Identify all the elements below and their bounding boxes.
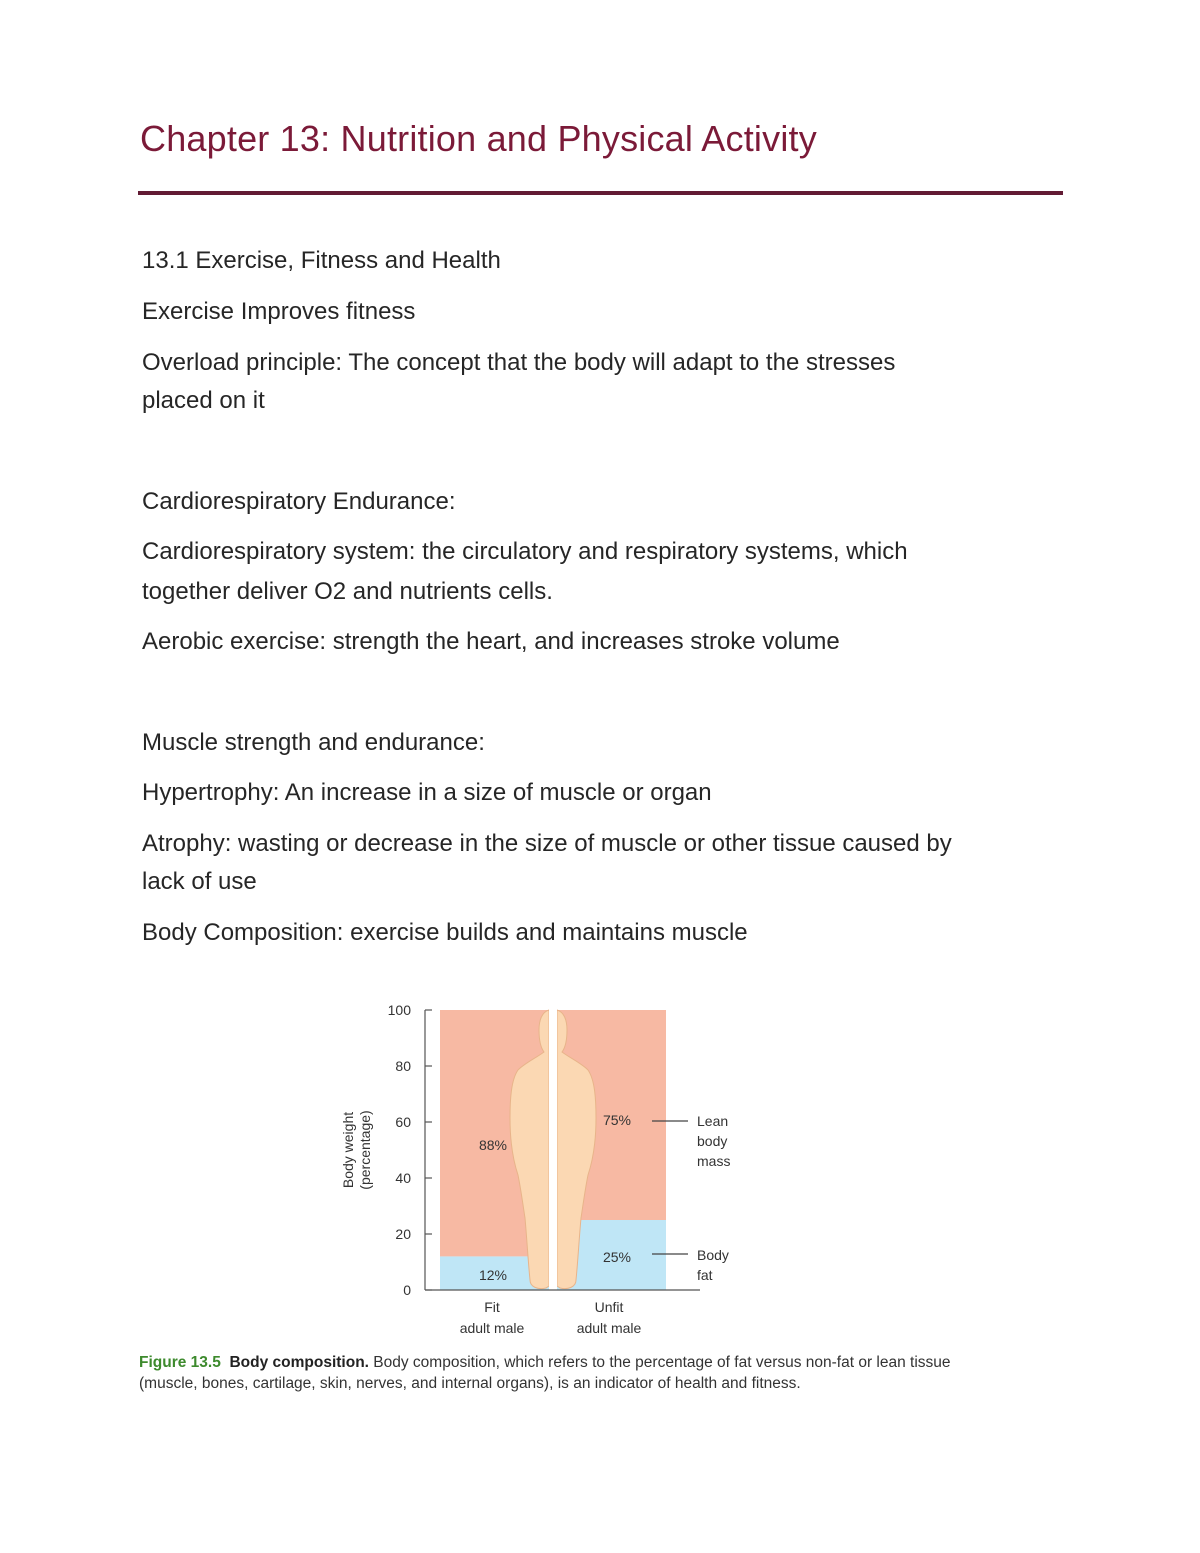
y-tick-label: 0 xyxy=(403,1282,411,1298)
y-tick-label: 20 xyxy=(395,1226,411,1242)
section-heading: 13.1 Exercise, Fitness and Health xyxy=(142,247,501,274)
body-text-line: Atrophy: wasting or decrease in the size of muscle or other tissue caused by xyxy=(142,830,952,857)
bar-value-label: 88% xyxy=(478,1137,508,1153)
figure-caption-text: Body composition, which refers to the percentage of fat versus non-fat or lean tissue (muscle, bones, cartilage, skin, nerves, and internal organs), is an indicator of health and fitness. xyxy=(139,1354,951,1392)
x-category-label: Fit xyxy=(484,1299,500,1315)
body-text-line: Cardiorespiratory Endurance: xyxy=(142,488,456,515)
silhouette-gap xyxy=(549,1005,557,1295)
body-text-line: Hypertrophy: An increase in a size of muscle or organ xyxy=(142,779,712,806)
body-fat-legend-label: fat xyxy=(697,1267,713,1283)
lean-mass-legend-label: Lean xyxy=(697,1113,729,1129)
page-title: Chapter 13: Nutrition and Physical Activity xyxy=(140,118,817,159)
y-tick-label: 40 xyxy=(395,1170,411,1186)
body-text-line: Body Composition: exercise builds and maintains muscle xyxy=(142,919,748,946)
figure-caption xyxy=(139,1352,959,1394)
bar-value-label: 75% xyxy=(602,1112,632,1128)
y-tick-label: 100 xyxy=(387,1002,411,1018)
body-text-line: Muscle strength and endurance: xyxy=(142,729,485,756)
x-category-label: adult male xyxy=(576,1320,642,1336)
y-tick-label: 80 xyxy=(395,1058,411,1074)
title-divider xyxy=(138,191,1063,195)
figure-name: Body composition. xyxy=(229,1354,369,1371)
y-axis-label: (percentage) xyxy=(357,1110,373,1190)
x-category-label: adult male xyxy=(459,1320,525,1336)
x-category-label: Unfit xyxy=(594,1299,624,1315)
bar-value-label: 25% xyxy=(602,1249,632,1265)
body-text-line: Exercise Improves fitness xyxy=(142,298,416,325)
body-text-line: together deliver O2 and nutrients cells. xyxy=(142,578,553,605)
body-text-line: Aerobic exercise: strength the heart, and increases stroke volume xyxy=(142,628,840,655)
body-text-line: Overload principle: The concept that the body will adapt to the stresses xyxy=(142,349,896,376)
body-composition-chart xyxy=(320,990,760,1350)
body-composition-figure xyxy=(320,990,760,1350)
bar-value-label: 12% xyxy=(478,1267,508,1283)
body-text-line: placed on it xyxy=(142,387,265,414)
lean-mass-legend-label: body xyxy=(697,1133,728,1149)
lean-mass-legend-label: mass xyxy=(697,1153,731,1169)
y-tick-label: 60 xyxy=(395,1114,411,1130)
body-text-line: lack of use xyxy=(142,868,257,895)
body-text-line: Cardiorespiratory system: the circulatory and respiratory systems, which xyxy=(142,538,908,565)
body-fat-legend-label: Body xyxy=(697,1247,729,1263)
figure-label: Figure 13.5 xyxy=(139,1354,221,1371)
y-axis-label: Body weight xyxy=(340,1111,356,1189)
